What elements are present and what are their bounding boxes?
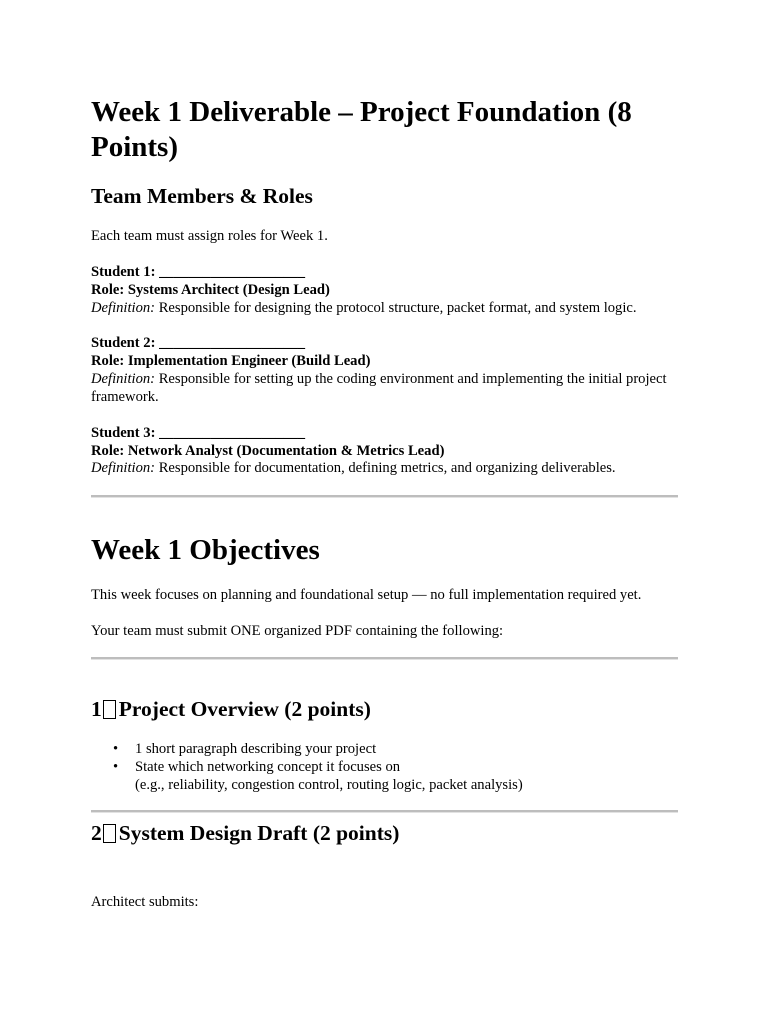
team-intro-text: Each team must assign roles for Week 1. <box>91 228 328 244</box>
list-item <box>91 758 523 794</box>
student-3-definition <box>91 460 616 478</box>
student-2-label: Student 2: ____________________ <box>91 335 306 351</box>
student-2-role: Role: Implementation Engineer (Build Lead) <box>91 353 371 369</box>
student-2-definition <box>91 371 671 406</box>
objectives-heading: Week 1 Objectives <box>91 534 320 566</box>
document-title: Week 1 Deliverable – Project Foundation (8 Points) <box>91 96 632 163</box>
team-section-heading: Team Members & Roles <box>91 184 313 208</box>
student-3-label: Student 3: ____________________ <box>91 425 306 441</box>
bullet-icon: • <box>113 741 119 757</box>
missing-glyph-box-icon <box>103 700 116 719</box>
section-1-title: Project Overview (2 points) <box>118 697 371 721</box>
section-2-heading-line <box>91 820 399 846</box>
list-item-text: State which networking concept it focuses on <box>135 759 401 775</box>
bullet-icon: • <box>113 759 119 775</box>
objectives-paragraph-1: This week focuses on planning and foundational setup — no full implementation required yet. <box>91 587 642 603</box>
student-3-role: Role: Network Analyst (Documentation & Metrics Lead) <box>91 443 445 459</box>
section-2-intro: Architect submits: <box>91 894 199 910</box>
project-overview-list <box>91 740 523 794</box>
list-item-text: 1 short paragraph describing your project <box>135 741 377 757</box>
definition-text: Responsible for setting up the coding environment and implementing the initial project framework. <box>91 371 667 405</box>
horizontal-divider <box>91 810 678 813</box>
definition-label: Definition: <box>91 371 156 387</box>
horizontal-divider <box>91 495 678 498</box>
definition-text: Responsible for documentation, defining metrics, and organizing deliverables. <box>155 460 616 476</box>
list-item <box>91 740 523 758</box>
missing-glyph-box-icon <box>103 824 116 843</box>
section-2-title: System Design Draft (2 points) <box>118 821 400 845</box>
definition-label: Definition: <box>91 300 156 316</box>
objectives-paragraph-2: Your team must submit ONE organized PDF containing the following: <box>91 623 504 639</box>
section-1-number: 1 <box>91 697 102 721</box>
list-item-subtext: (e.g., reliability, congestion control, routing logic, packet analysis) <box>135 777 523 793</box>
section-1-heading <box>91 696 371 722</box>
student-1-label: Student 1: ____________________ <box>91 264 306 280</box>
horizontal-divider <box>91 657 678 660</box>
student-1-role: Role: Systems Architect (Design Lead) <box>91 282 330 298</box>
definition-text: Responsible for designing the protocol structure, packet format, and system logic. <box>155 300 637 316</box>
definition-label: Definition: <box>91 460 156 476</box>
section-2-number: 2 <box>91 821 102 845</box>
student-1-definition <box>91 300 637 318</box>
